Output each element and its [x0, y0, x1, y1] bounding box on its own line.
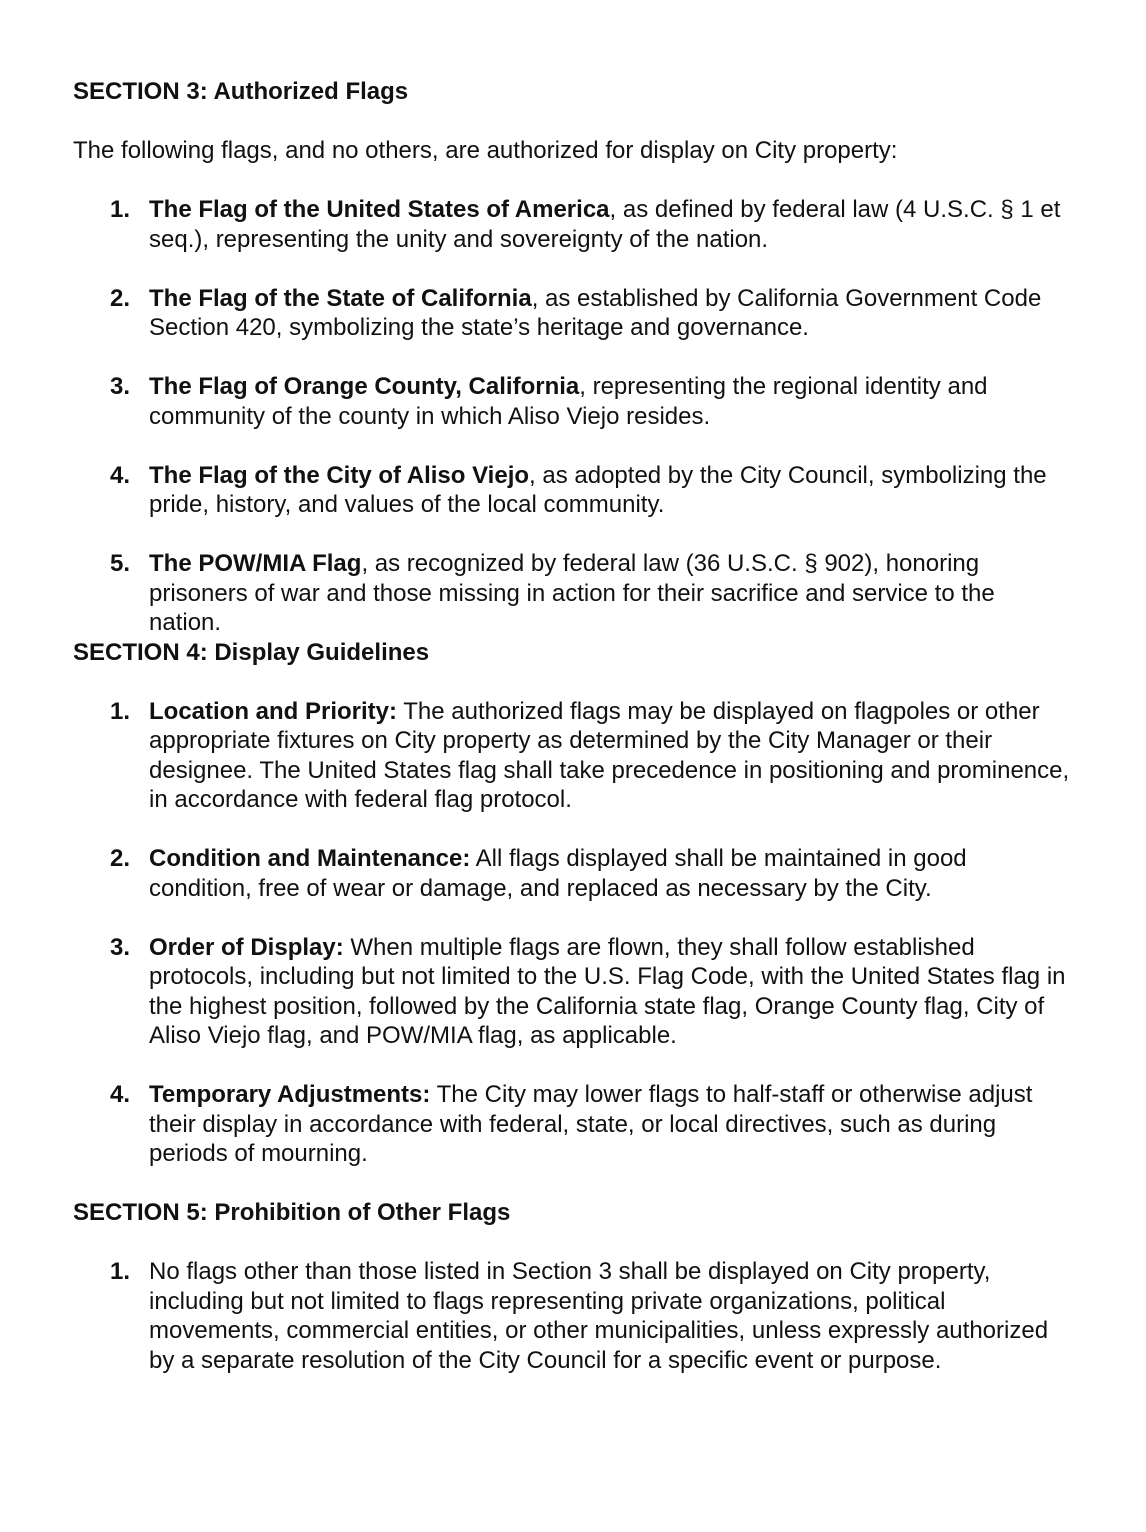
item-number: 4. [110, 1081, 131, 1108]
item-text: , as defined by federal law (4 U.S.C. § 1 et seq.), representing the unity and sovereignty of the nation. [149, 196, 1061, 253]
item-text: When multiple flags are flown, they shall follow established protocols, including but not limited to the U.S. Flag Code, with the United States flag in the highest position, followed by the California state flag, Orange County flag, City of Aliso Viejo flag, and POW/MIA flag, as applicable. [149, 933, 1066, 1049]
item-number: 2. [110, 845, 131, 872]
list-item [73, 195, 1071, 254]
item-title: The Flag of the United States of America [149, 196, 610, 223]
item-title: The Flag of the State of California [149, 284, 532, 312]
item-number: 1. [110, 196, 131, 223]
section-4-heading: SECTION 4: Display Guidelines [73, 638, 430, 666]
item-title: Order of Display: [149, 933, 344, 961]
section-4-list [73, 697, 1146, 1169]
section-5-list [73, 1257, 1146, 1375]
item-number: 2. [110, 284, 131, 312]
item-number: 3. [110, 933, 131, 961]
list-item [73, 372, 1071, 431]
section-3-list [73, 195, 1146, 638]
list-item [73, 697, 1071, 815]
section-3-intro: The following flags, and no others, are authorized for display on City property: [73, 137, 898, 164]
item-text: The City may lower flags to half-staff or otherwise adjust their display in accordance with federal, state, or local directives, such as during periods of mourning. [149, 1081, 1033, 1167]
item-number: 4. [110, 461, 131, 489]
item-text: , representing the regional identity and community of the county in which Aliso Viejo resides. [149, 373, 988, 430]
item-text: All flags displayed shall be maintained in good condition, free of wear or damage, and replaced as necessary by the City. [149, 845, 967, 902]
item-title: The Flag of Orange County, California [149, 373, 580, 400]
item-text: No flags other than those listed in Section 3 shall be displayed on City property, including but not limited to flags representing private organizations, political movements, commercial entities, or other municipalities, unless expressly authorized by a separate resolution of the City Council for a specific event or purpose. [149, 1258, 1049, 1374]
item-text: , as recognized by federal law (36 U.S.C. § 902), honoring prisoners of war and those missing in action for their sacrifice and service to the nation. [149, 550, 995, 636]
item-number: 1. [110, 1258, 131, 1285]
list-item [73, 549, 1071, 638]
section-3-heading: SECTION 3: Authorized Flags [73, 78, 409, 105]
list-item [73, 1080, 1071, 1169]
item-number: 5. [110, 550, 131, 577]
list-item [73, 844, 1071, 903]
list-item [73, 461, 1071, 520]
item-title: Location and Priority: [149, 697, 398, 725]
list-item [73, 933, 1071, 1051]
section-5-heading: SECTION 5: Prohibition of Other Flags [73, 1199, 511, 1226]
item-title: The POW/MIA Flag [149, 550, 362, 577]
item-number: 3. [110, 373, 131, 400]
item-text: , as established by California Government Code Section 420, symbolizing the state’s heritage and governance. [149, 284, 1042, 341]
item-title: Condition and Maintenance: [149, 845, 471, 872]
item-title: The Flag of the City of Aliso Viejo [149, 461, 530, 489]
list-item [73, 1257, 1071, 1375]
list-item [73, 284, 1071, 343]
item-title: Temporary Adjustments: [149, 1081, 431, 1108]
item-text: The authorized flags may be displayed on flagpoles or other appropriate fixtures on City property as determined by the City Manager or their designee. The United States flag shall take precedence in positioning and prominence, in accordance with federal flag protocol. [149, 697, 1070, 813]
item-number: 1. [110, 697, 131, 725]
item-text: , as adopted by the City Council, symbolizing the pride, history, and values of the local community. [149, 461, 1047, 518]
